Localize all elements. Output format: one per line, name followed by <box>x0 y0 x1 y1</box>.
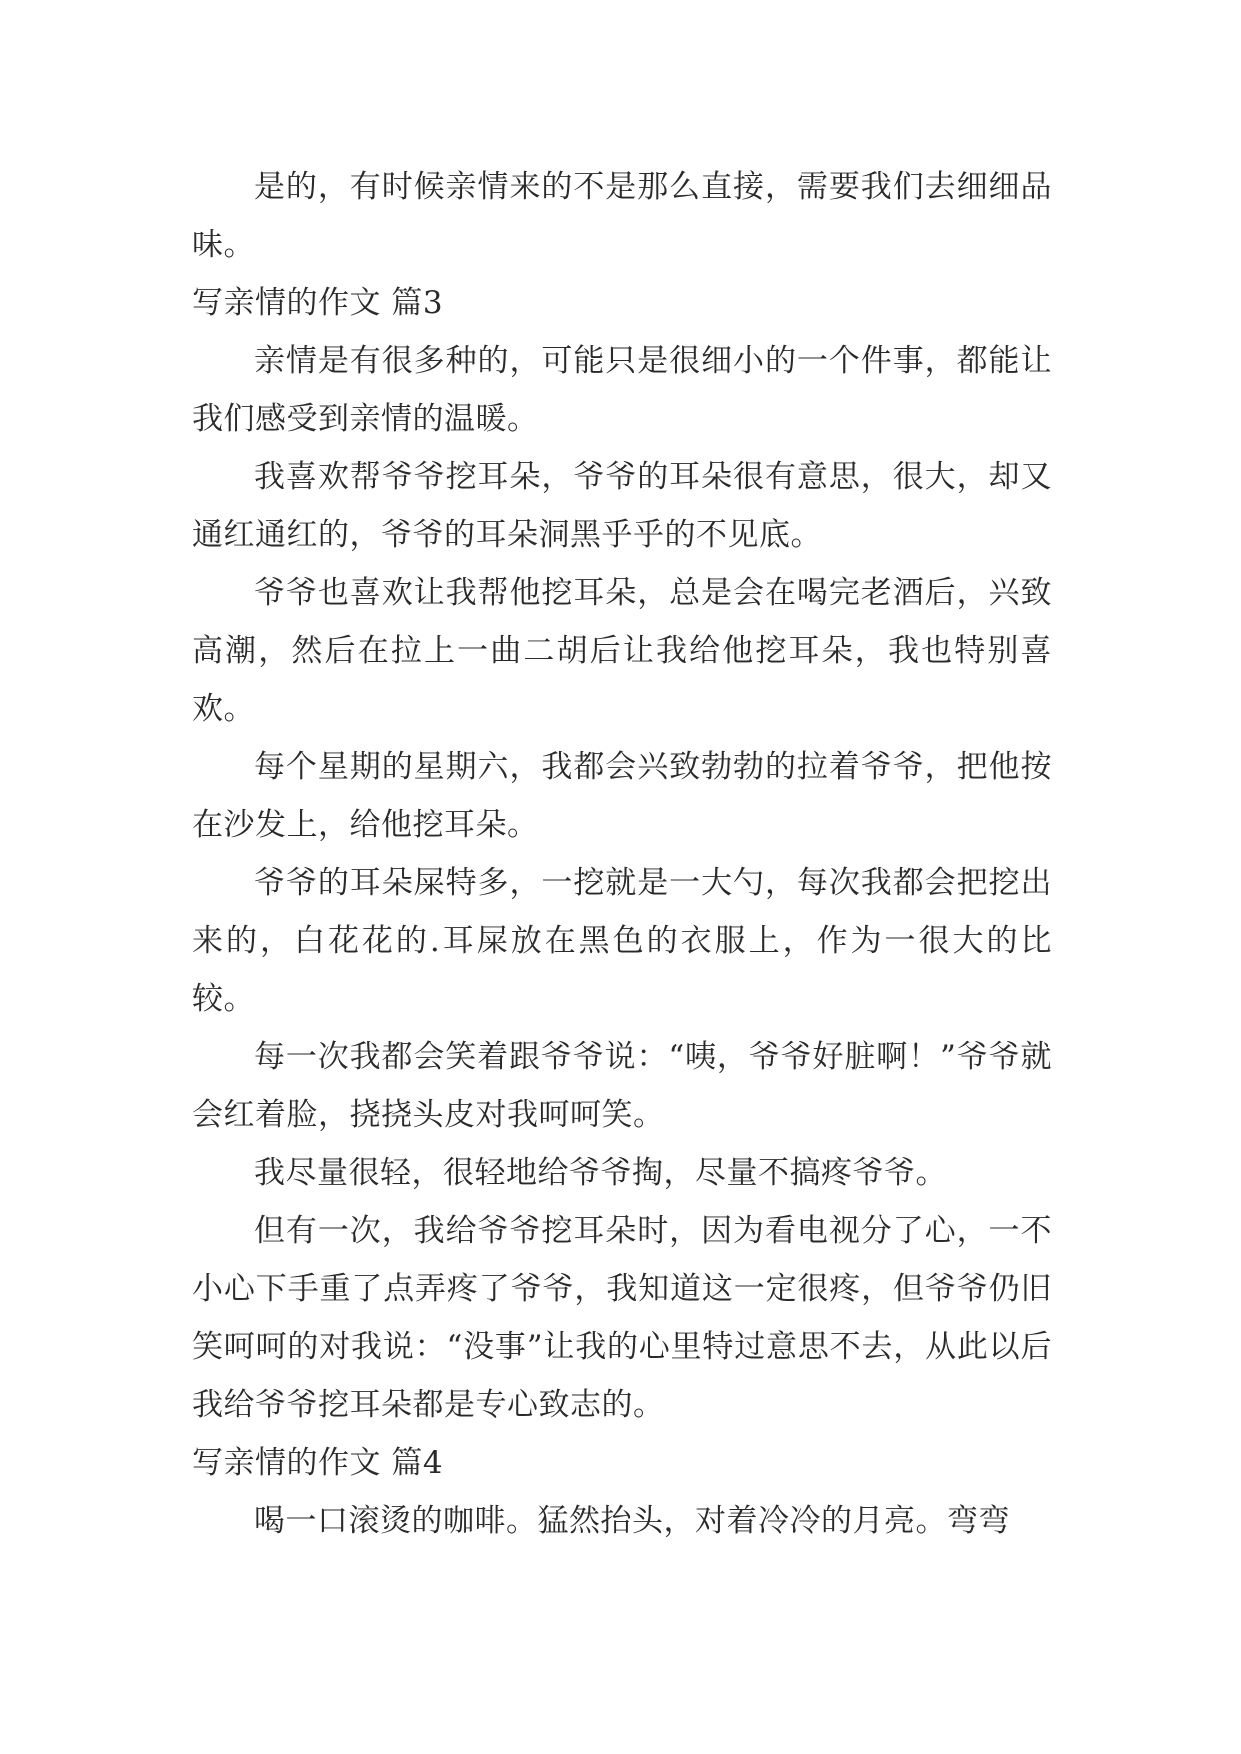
paragraph: 每个星期的星期六，我都会兴致勃勃的拉着爷爷，把他按在沙发上，给他挖耳朵。 <box>192 749 1052 843</box>
document-body <box>192 158 1052 1550</box>
paragraph: 我喜欢帮爷爷挖耳朵，爷爷的耳朵很有意思，很大，却又通红通红的，爷爷的耳朵洞黑乎乎的不见底。 <box>192 459 1052 553</box>
paragraph: 是的，有时候亲情来的不是那么直接，需要我们去细细品味。 <box>192 169 1052 263</box>
paragraph: 喝一口滚烫的咖啡。猛然抬头，对着冷冷的月亮。弯弯 <box>254 1503 1010 1539</box>
paragraph: 每一次我都会笑着跟爷爷说：“咦，爷爷好脏啊！”爷爷就会红着脸，挠挠头皮对我呵呵笑。 <box>192 1039 1052 1133</box>
section-heading: 写亲情的作文 篇3 <box>192 285 444 321</box>
paragraph: 我尽量很轻，很轻地给爷爷掏，尽量不搞疼爷爷。 <box>254 1155 947 1191</box>
paragraph: 亲情是有很多种的，可能只是很细小的一个件事，都能让我们感受到亲情的温暖。 <box>192 343 1052 437</box>
section-heading: 写亲情的作文 篇4 <box>192 1445 444 1481</box>
paragraph: 爷爷的耳朵屎特多，一挖就是一大勺，每次我都会把挖出来的，白花花的.耳屎放在黑色的衣服上，作为一很大的比较。 <box>192 865 1052 1017</box>
paragraph: 爷爷也喜欢让我帮他挖耳朵，总是会在喝完老酒后，兴致高潮，然后在拉上一曲二胡后让我给他挖耳朵，我也特别喜欢。 <box>192 575 1052 727</box>
paragraph: 但有一次，我给爷爷挖耳朵时，因为看电视分了心，一不小心下手重了点弄疼了爷爷，我知道这一定很疼，但爷爷仍旧笑呵呵的对我说：“没事”让我的心里特过意思不去，从此以后我给爷爷挖耳朵都是专心致志的。 <box>192 1213 1052 1423</box>
